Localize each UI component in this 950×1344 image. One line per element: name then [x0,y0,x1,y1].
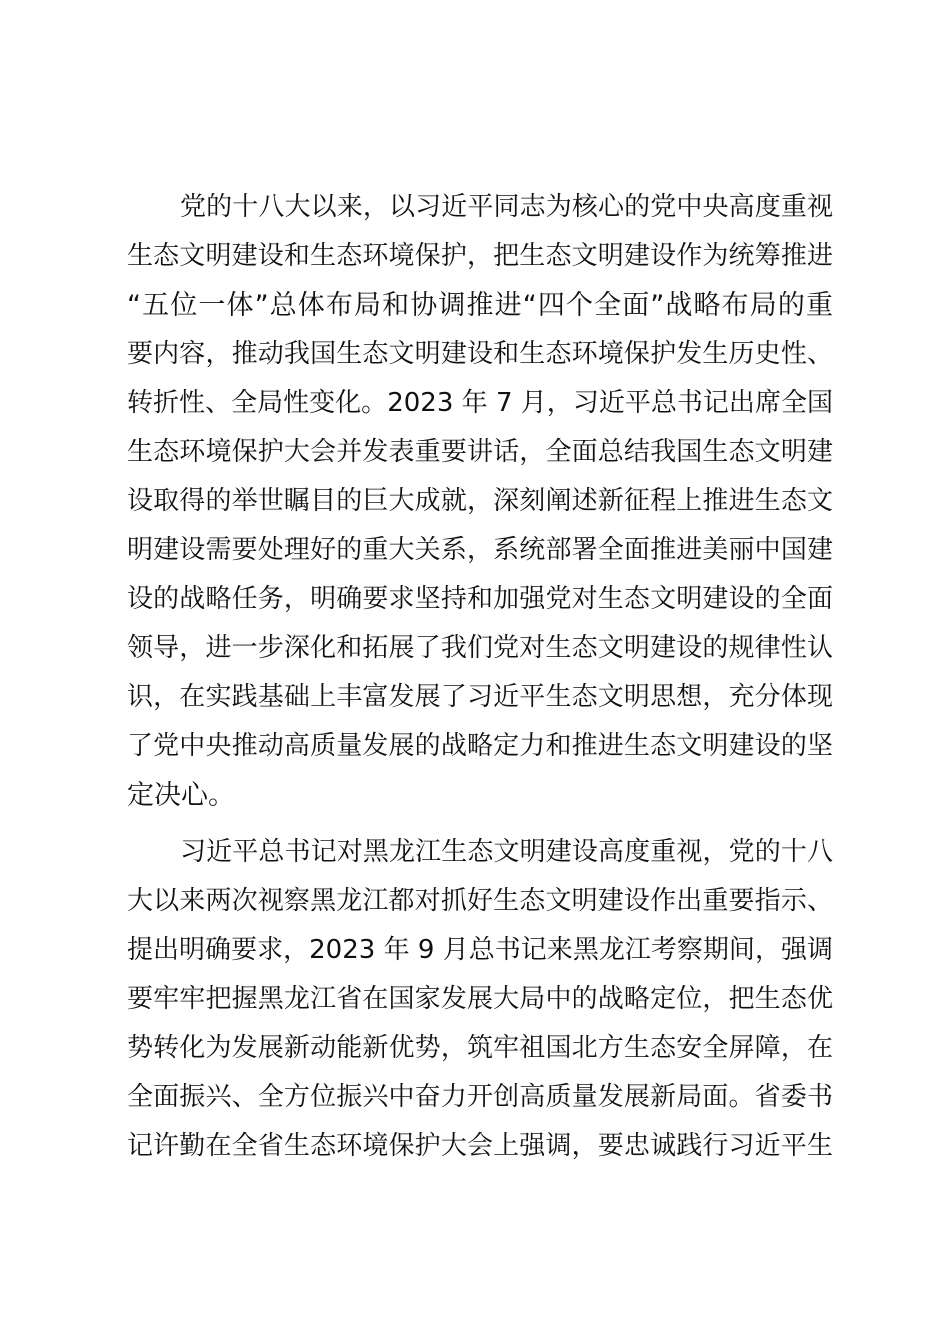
paragraph-1-line-3: “五位一体”总体布局和协调推进“四个全面”战略布局的重 [127,290,833,321]
paragraph-1-line-5: 转折性、全局性变化。2023 年 7 月，习近平总书记出席全国 [127,388,833,418]
paragraph-1-line-1: 党的十八大以来，以习近平同志为核心的党中央高度重视 [180,192,833,222]
paragraph-1-line-13: 定决心。 [127,780,235,811]
paragraph-2-line-7: 记许勤在全省生态环境保护大会上强调，要忠诚践行习近平生 [127,1131,833,1161]
paragraph-2-line-3: 提出明确要求，2023 年 9 月总书记来黑龙江考察期间，强调 [127,935,833,965]
paragraph-1-line-10: 领导，进一步深化和拓展了我们党对生态文明建设的规律性认 [127,633,833,663]
paragraph-2-line-5: 势转化为发展新动能新优势，筑牢祖国北方生态安全屏障，在 [127,1033,833,1063]
paragraph-2-line-2: 大以来两次视察黑龙江都对抓好生态文明建设作出重要指示、 [127,886,833,916]
paragraph-2-line-4: 要牢牢把握黑龙江省在国家发展大局中的战略定位，把生态优 [127,984,833,1014]
paragraph-1-line-4: 要内容，推动我国生态文明建设和生态环境保护发生历史性、 [127,339,833,369]
paragraph-2-line-1: 习近平总书记对黑龙江生态文明建设高度重视，党的十八 [180,837,833,867]
paragraph-1-line-6: 生态环境保护大会并发表重要讲话，全面总结我国生态文明建 [127,437,833,467]
paragraph-1-line-8: 明建设需要处理好的重大关系，系统部署全面推进美丽中国建 [127,535,833,565]
paragraph-2-line-6: 全面振兴、全方位振兴中奋力开创高质量发展新局面。省委书 [127,1082,833,1112]
paragraph-1-line-7: 设取得的举世瞩目的巨大成就，深刻阐述新征程上推进生态文 [127,486,833,516]
paragraph-1-line-11: 识，在实践基础上丰富发展了习近平生态文明思想，充分体现 [127,682,833,712]
paragraph-1-line-2: 生态文明建设和生态环境保护，把生态文明建设作为统筹推进 [127,241,833,271]
paragraph-1-line-9: 设的战略任务，明确要求坚持和加强党对生态文明建设的全面 [127,584,833,614]
paragraph-1-line-12: 了党中央推动高质量发展的战略定力和推进生态文明建设的坚 [127,731,833,761]
